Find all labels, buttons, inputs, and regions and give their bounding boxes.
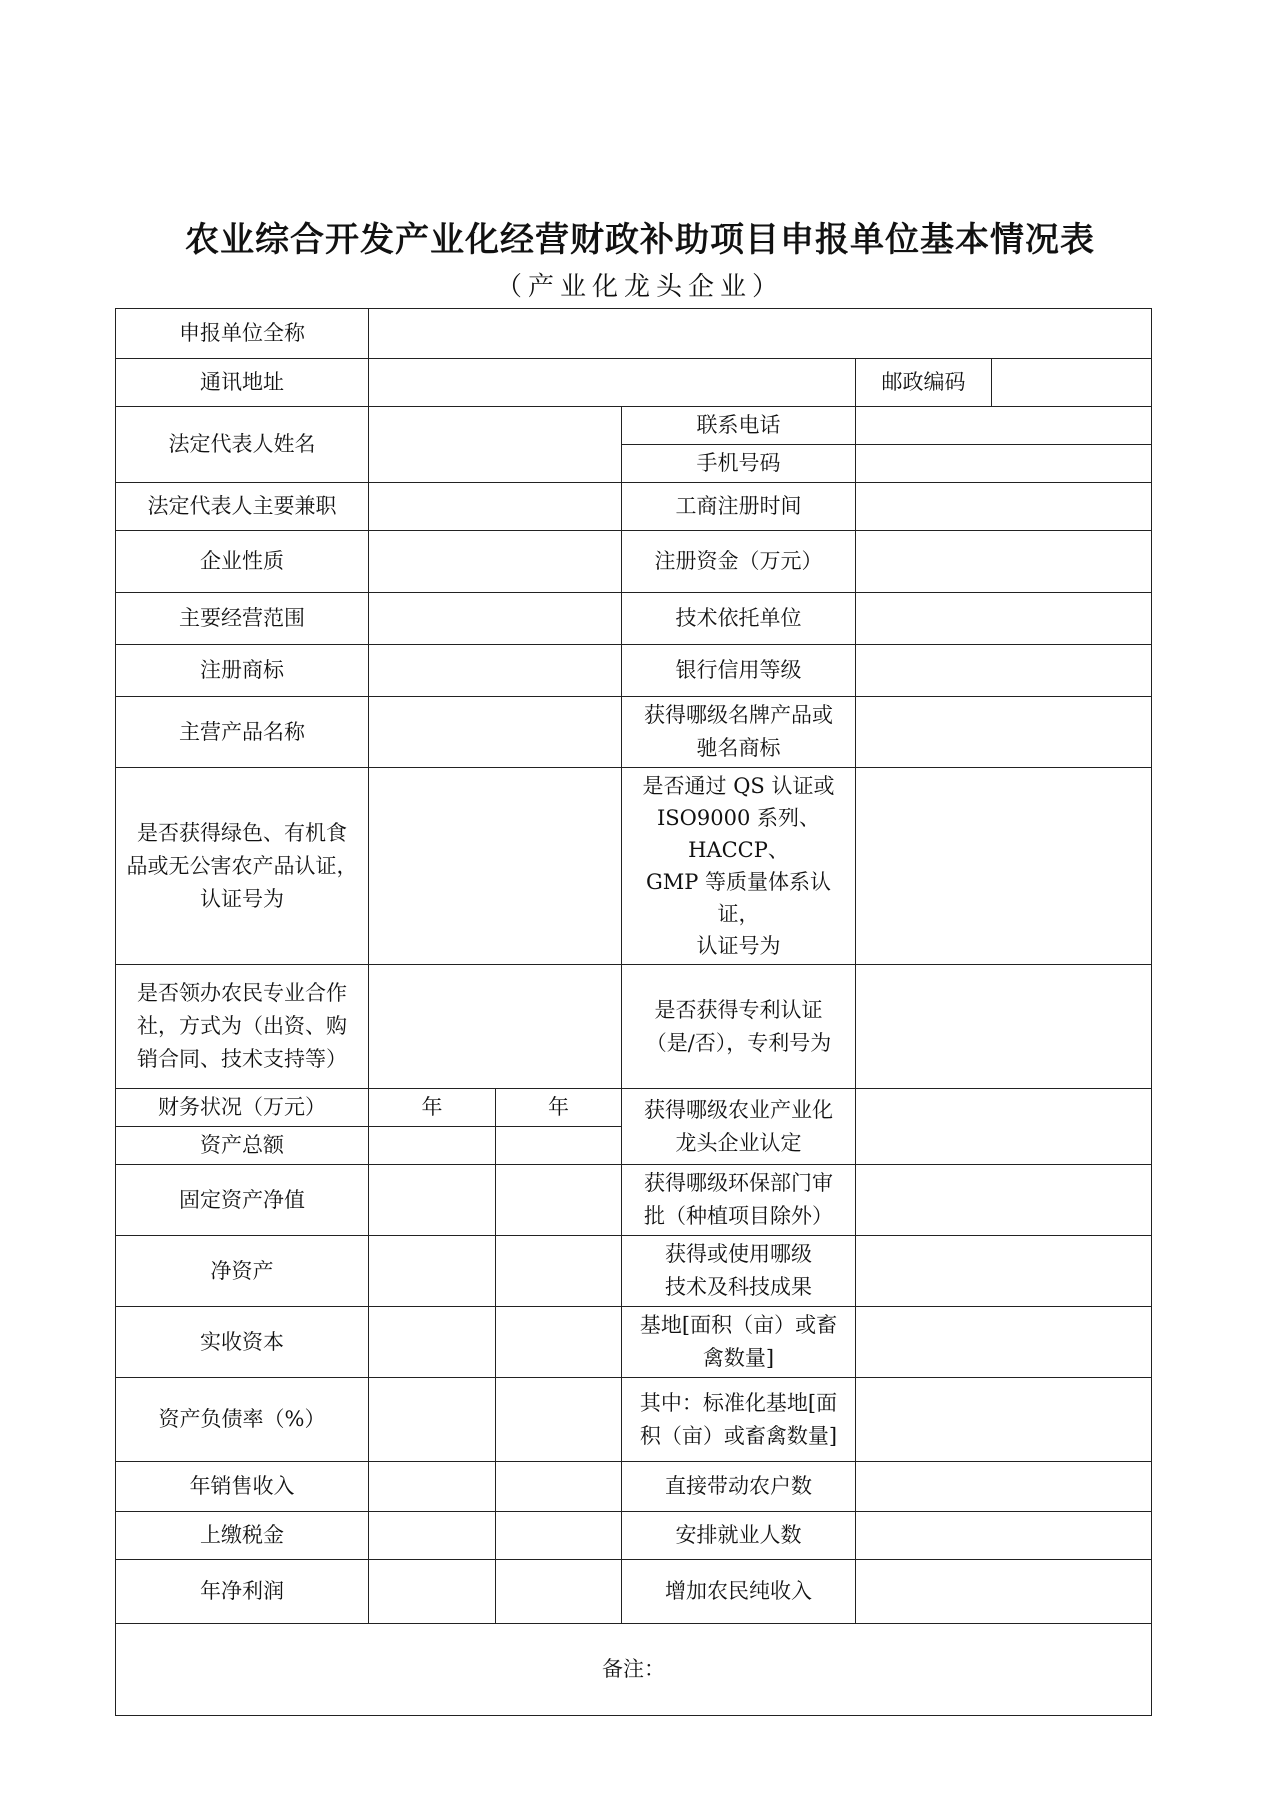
base-area-label-line: 禽数量] [702,1346,775,1370]
fixed-assets-net-year-1-field[interactable] [369,1165,496,1236]
debt-ratio-year-1-field[interactable] [369,1378,496,1462]
standard-base-label-line: 积（亩）或畜禽数量] [639,1423,838,1448]
employment-label: 安排就业人数 [622,1512,856,1560]
postcode-field[interactable] [992,359,1152,407]
legal-rep-name-field[interactable] [369,407,622,483]
net-assets-year-1-field[interactable] [369,1236,496,1307]
applicant-name-label: 申报单位全称 [116,309,369,359]
env-approval-label [622,1165,856,1236]
tech-support-unit-label: 技术依托单位 [622,593,856,645]
leading-enterprise-level-label-line: 获得哪级农业产业化 [644,1097,833,1122]
farmer-income-increase-field[interactable] [856,1560,1152,1624]
qs-cert-label-line: 认证号为 [696,934,781,958]
applicant-name-field[interactable] [369,309,1152,359]
registration-time-field[interactable] [856,483,1152,531]
debt-ratio-label: 资产负债率（%） [116,1378,369,1462]
coop-label [116,965,369,1089]
brand-level-label [622,697,856,768]
bank-credit-level-label: 银行信用等级 [622,645,856,697]
tech-achievements-field[interactable] [856,1236,1152,1307]
mobile-label: 手机号码 [622,445,856,483]
coop-field[interactable] [369,965,622,1089]
paid-in-capital-year-1-field[interactable] [369,1307,496,1378]
patent-label-line: 是否获得专利认证 [654,997,823,1022]
business-scope-field[interactable] [369,593,622,645]
net-assets-year-2-field[interactable] [496,1236,622,1307]
address-field[interactable] [369,359,856,407]
patent-label [622,965,856,1089]
remarks-field[interactable] [116,1624,1152,1716]
remarks-label: 备注： [602,1657,666,1681]
net-profit-year-1-field[interactable] [369,1560,496,1624]
leading-enterprise-level-label [622,1089,856,1165]
tech-achievements-label [622,1236,856,1307]
farmers-driven-label: 直接带动农户数 [622,1462,856,1512]
tech-achievements-label-line: 获得或使用哪级 [665,1242,812,1266]
business-scope-label: 主要经营范围 [116,593,369,645]
green-cert-label-line: 认证号为 [200,886,284,911]
patent-label-line: （是/否），专利号为 [645,1030,832,1055]
finance-status-label: 财务状况（万元） [116,1089,369,1127]
registration-time-label: 工商注册时间 [622,483,856,531]
leading-enterprise-level-field[interactable] [856,1089,1152,1165]
green-cert-label-line: 是否获得绿色、有机食 [137,820,347,845]
env-approval-label-line: 获得哪级环保部门审 [644,1171,833,1195]
registered-capital-label: 注册资金（万元） [622,531,856,593]
net-assets-label: 净资产 [116,1236,369,1307]
page-title: 农业综合开发产业化经营财政补助项目申报单位基本情况表 [185,220,1095,260]
paid-in-capital-label: 实收资本 [116,1307,369,1378]
main-product-name-field[interactable] [369,697,622,768]
standard-base-label-line: 其中：标准化基地[面 [639,1390,838,1415]
total-assets-label: 资产总额 [116,1127,369,1165]
bank-credit-level-field[interactable] [856,645,1152,697]
legal-rep-other-jobs-field[interactable] [369,483,622,531]
enterprise-nature-field[interactable] [369,531,622,593]
year-2-label: 年 [496,1089,622,1127]
standard-base-field[interactable] [856,1378,1152,1462]
green-cert-label-line: 品或无公害农产品认证， [126,853,358,878]
brand-level-field[interactable] [856,697,1152,768]
tech-support-unit-field[interactable] [856,593,1152,645]
qs-cert-label-line: ISO9000 系列、HACCP、 [656,806,821,862]
contact-phone-label: 联系电话 [622,407,856,445]
fixed-assets-net-label: 固定资产净值 [116,1165,369,1236]
employment-field[interactable] [856,1512,1152,1560]
registered-trademark-field[interactable] [369,645,622,697]
brand-level-label-line: 获得哪级名牌产品或 [644,703,833,727]
taxes-paid-year-1-field[interactable] [369,1512,496,1560]
registered-capital-field[interactable] [856,531,1152,593]
coop-label-line: 是否领办农民专业合作 [137,981,347,1005]
qs-cert-field[interactable] [856,768,1152,965]
page-subtitle: （产业化龙头企业） [495,272,784,302]
env-approval-field[interactable] [856,1165,1152,1236]
farmers-driven-field[interactable] [856,1462,1152,1512]
standard-base-label [622,1378,856,1462]
net-profit-year-2-field[interactable] [496,1560,622,1624]
qs-cert-label [622,768,856,965]
brand-level-label-line: 驰名商标 [696,736,781,760]
annual-sales-year-2-field[interactable] [496,1462,622,1512]
registered-trademark-label: 注册商标 [116,645,369,697]
env-approval-label-line: 批（种植项目除外） [644,1204,833,1228]
farmer-income-increase-label: 增加农民纯收入 [622,1560,856,1624]
total-assets-year-2-field[interactable] [496,1127,622,1165]
annual-sales-year-1-field[interactable] [369,1462,496,1512]
tech-achievements-label-line: 技术及科技成果 [665,1275,812,1299]
base-area-label-line: 基地[面积（亩）或畜 [639,1313,838,1337]
green-cert-label [116,768,369,965]
legal-rep-name-label: 法定代表人姓名 [116,407,369,483]
taxes-paid-label: 上缴税金 [116,1512,369,1560]
main-product-name-label: 主营产品名称 [116,697,369,768]
postcode-label: 邮政编码 [856,359,992,407]
paid-in-capital-year-2-field[interactable] [496,1307,622,1378]
annual-sales-label: 年销售收入 [116,1462,369,1512]
debt-ratio-year-2-field[interactable] [496,1378,622,1462]
coop-label-line: 社，方式为（出资、购 [137,1014,347,1038]
mobile-field[interactable] [856,445,1152,483]
qs-cert-label-line: 是否通过 QS 认证或 [642,774,835,798]
legal-rep-other-jobs-label: 法定代表人主要兼职 [116,483,369,531]
year-1-label: 年 [369,1089,496,1127]
enterprise-nature-label: 企业性质 [116,531,369,593]
fixed-assets-net-year-2-field[interactable] [496,1165,622,1236]
address-label: 通讯地址 [116,359,369,407]
coop-label-line: 销合同、技术支持等） [137,1047,347,1071]
patent-field[interactable] [856,965,1152,1089]
total-assets-year-1-field[interactable] [369,1127,496,1165]
contact-phone-field[interactable] [856,407,1152,445]
green-cert-field[interactable] [369,768,622,965]
qs-cert-label-line: GMP 等质量体系认证， [645,870,832,926]
taxes-paid-year-2-field[interactable] [496,1512,622,1560]
base-area-field[interactable] [856,1307,1152,1378]
leading-enterprise-level-label-line: 龙头企业认定 [675,1130,802,1155]
base-area-label [622,1307,856,1378]
net-profit-label: 年净利润 [116,1560,369,1624]
application-form-table [115,308,1152,1716]
